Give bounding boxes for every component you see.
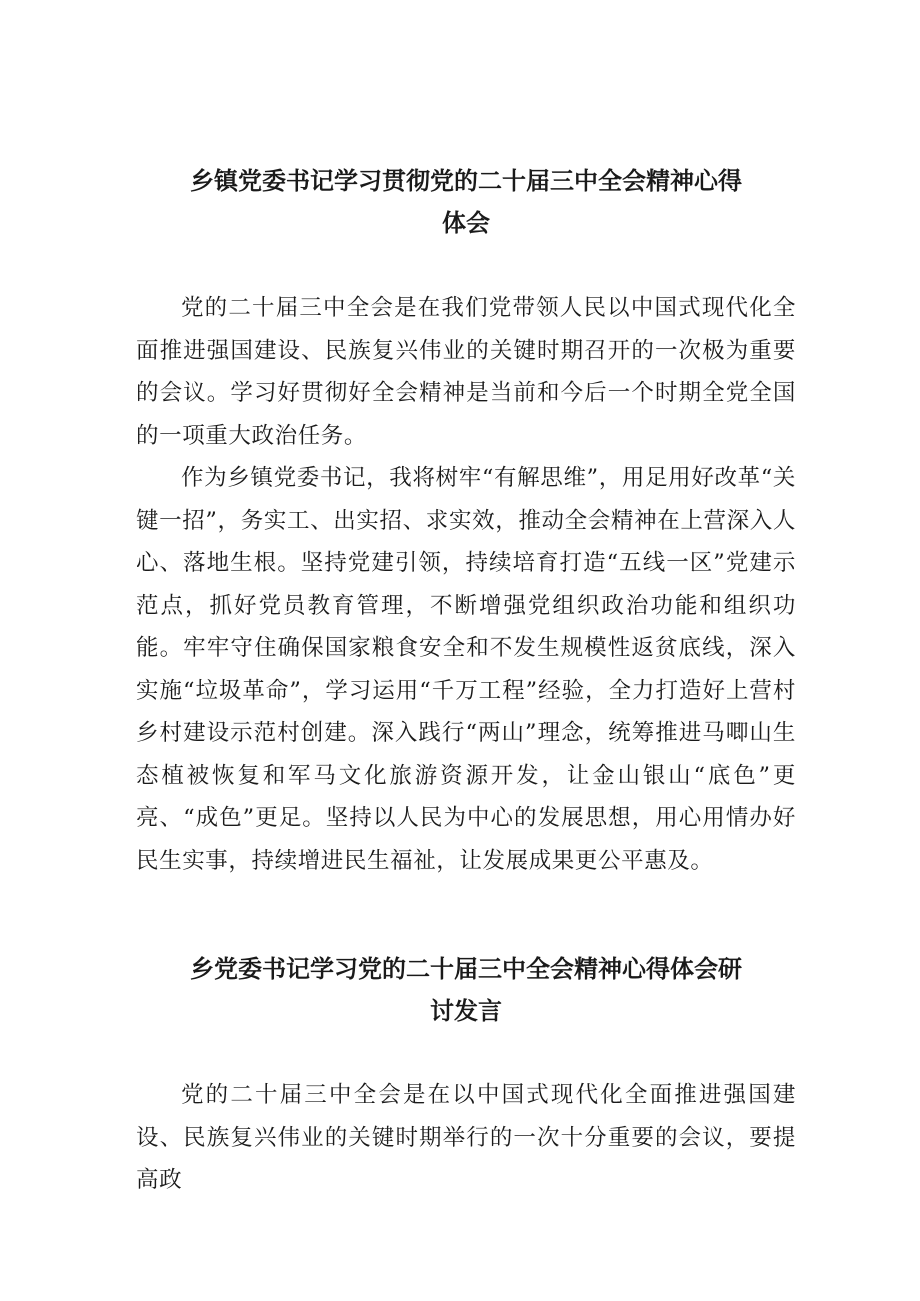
body-paragraph: 作为乡镇党委书记，我将树牢“有解思维”，用足用好改革“关键一招”，务实工、出实招、求实效，推动全会精神在上营深入人心、落地生根。坚持党建引领，持续培育打造“五线一区”党建示范点，抓好党员教育管理，不断增强党组织政治功能和组织功能。牢牢守住确保国家粮食安全和不发生规模性返贫底线，深入实施“垃圾革命”，学习运用“千万工程”经验，全力打造好上营村乡村建设示范村创建。深入践行“两山”理念，统筹推进马唧山生态植被恢复和军马文化旅游资源开发，让金山银山“底色”更亮、“成色”更足。坚持以人民为中心的发展思想，用心用情办好民生实事，持续增进民生福祉，让发展成果更公平惠及。 (136, 465, 796, 874)
body-paragraph: 党的二十届三中全会是在以中国式现代化全面推进强国建设、民族复兴伟业的关键时期举行的一次十分重要的会议，要提高政 (136, 1082, 796, 1193)
article-title (136, 948, 796, 1032)
article-body (136, 1074, 796, 1202)
article-title-line: 乡党委书记学习党的二十届三中全会精神心得体会研 (190, 955, 742, 983)
article-title-line: 体会 (442, 209, 490, 237)
article-body (136, 287, 796, 882)
body-paragraph: 党的二十届三中全会是在我们党带领人民以中国式现代化全面推进强国建设、民族复兴伟业的关键时期召开的一次极为重要的会议。学习好贯彻好全会精神是当前和今后一个时期全党全国的一项重大政治任务。 (136, 295, 796, 449)
article-title (136, 160, 796, 244)
article-title-line: 讨发言 (430, 997, 502, 1025)
article-title-line: 乡镇党委书记学习贯彻党的二十届三中全会精神心得 (190, 167, 742, 195)
